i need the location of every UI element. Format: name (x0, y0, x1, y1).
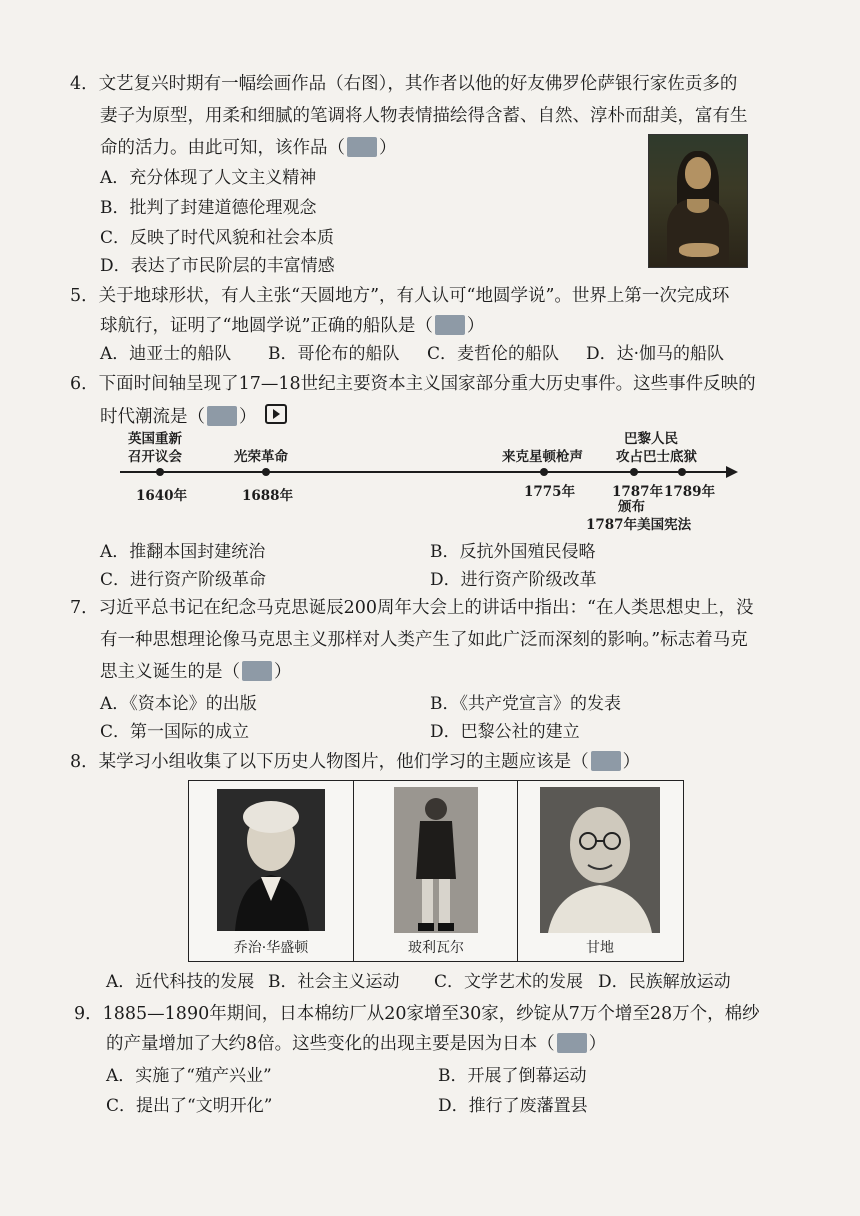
q9-option-a[interactable]: A．实施了“殖产兴业” (106, 1066, 272, 1086)
q7-option-b[interactable]: B．《共产党宣言》的发表 (430, 694, 621, 714)
q6-stem-end: 时代潮流是（ (100, 407, 205, 427)
event-1789-label1: 巴黎人民 (624, 431, 678, 447)
event-1787-year: 1787年 (612, 484, 664, 500)
q4-option-b[interactable]: B．批判了封建道德伦理观念 (100, 198, 317, 218)
q4-option-d[interactable]: D．表达了市民阶层的丰富情感 (100, 256, 335, 276)
q9-line2 (106, 1032, 606, 1056)
event-1688-year: 1688年 (242, 488, 294, 504)
q8-paren-close: ） (622, 752, 641, 772)
q9-stem-end: 的产量增加了大约8倍。这些变化的出现主要是因为日本（ (106, 1034, 555, 1054)
q7-option-c[interactable]: C．第一国际的成立 (100, 722, 250, 742)
q8-option-b[interactable]: B．社会主义运动 (268, 972, 400, 992)
portrait-cell-bolivar (353, 781, 518, 961)
q9-answer-blank[interactable] (557, 1033, 587, 1053)
q6-option-b[interactable]: B．反抗外国殖民侵略 (430, 542, 596, 562)
q6-paren-close: ） (239, 407, 257, 427)
q5-line1: 5．关于地球形状，有人主张“天圆地方”，有人认可“地圆学说”。世界上第一次完成环 (70, 286, 730, 306)
q5-answer-blank[interactable] (435, 315, 465, 335)
q9-option-c[interactable]: C．提出了“文明开化” (106, 1096, 273, 1116)
event-1688-label: 光荣革命 (234, 449, 288, 465)
q7-answer-blank[interactable] (242, 661, 272, 681)
video-play-icon[interactable] (265, 404, 287, 424)
q9-option-b[interactable]: B．开展了倒幕运动 (438, 1066, 587, 1086)
q5-stem-end: 球航行，证明了“地圆学说”正确的船队是（ (100, 316, 433, 336)
event-1775-year: 1775年 (524, 484, 576, 500)
q7-stem-end: 思主义诞生的是（ (100, 662, 240, 682)
q4-line1: 4．文艺复兴时期有一幅绘画作品（右图），其作者以他的好友佛罗伦萨银行家佐贡多的 (70, 74, 738, 94)
washington-portrait-icon (217, 789, 325, 931)
q5-option-b[interactable]: B．哥伦布的船队 (268, 344, 400, 364)
q7-paren-close: ） (274, 662, 292, 682)
portrait-cell-gandhi (517, 781, 682, 961)
q5-paren-close: ） (466, 316, 485, 336)
event-1640-year: 1640年 (136, 488, 188, 504)
event-1775-label: 来克星顿枪声 (502, 449, 583, 465)
q6-option-c[interactable]: C．进行资产阶级革命 (100, 570, 267, 590)
historical-figures-panel (188, 780, 684, 962)
q9-option-d[interactable]: D．推行了废藩置县 (438, 1096, 588, 1116)
q4-option-c[interactable]: C．反映了时代风貌和社会本质 (100, 228, 335, 248)
caption-washington: 乔治·华盛顿 (233, 940, 309, 956)
q4-stem-end: 命的活力。由此可知，该作品（ (100, 138, 345, 158)
q7-line2: 有一种思想理论像马克思主义那样对人类产生了如此广泛而深刻的影响。”标志着马克 (100, 630, 748, 650)
q5-option-d[interactable]: D．达·伽马的船队 (586, 344, 725, 364)
event-1789-label2: 攻占巴士底狱 (616, 449, 697, 465)
q8-line1 (70, 750, 640, 774)
q8-answer-blank[interactable] (591, 751, 621, 771)
q4-line3 (100, 136, 397, 160)
q7-option-a[interactable]: A．《资本论》的出版 (100, 694, 257, 714)
q6-option-a[interactable]: A．推翻本国封建统治 (100, 542, 266, 562)
event-1640-dot (156, 468, 164, 476)
event-1787-label2: 1787年美国宪法 (586, 517, 692, 533)
event-1789-dot (678, 468, 686, 476)
event-1775-dot (540, 468, 548, 476)
q8-option-c[interactable]: C．文学艺术的发展 (434, 972, 584, 992)
mona-lisa-painting-icon (648, 134, 748, 268)
q8-option-a[interactable]: A．近代科技的发展 (106, 972, 255, 992)
q4-answer-blank[interactable] (347, 137, 377, 157)
q4-option-a[interactable]: A．充分体现了人文主义精神 (100, 168, 317, 188)
q8-stem-end: 8．某学习小组收集了以下历史人物图片，他们学习的主题应该是（ (70, 752, 589, 772)
q5-option-a[interactable]: A．迪亚士的船队 (100, 344, 232, 364)
event-1640-label2: 召开议会 (128, 449, 182, 465)
q6-line1: 6．下面时间轴呈现了17—18世纪主要资本主义国家部分重大历史事件。这些事件反映的 (70, 374, 756, 394)
event-1787-label1: 颁布 (618, 499, 645, 515)
gandhi-portrait-icon (540, 787, 660, 933)
q8-option-d[interactable]: D．民族解放运动 (598, 972, 731, 992)
bolivar-portrait-icon (394, 787, 478, 933)
q9-line1: 9．1885—1890年期间，日本棉纺厂从20家增至30家，纱锭从7万个增至28万个，棉纱 (74, 1004, 760, 1024)
event-1787-dot (630, 468, 638, 476)
q5-line2 (100, 314, 484, 338)
q7-line1: 7．习近平总书记在纪念马克思诞辰200周年大会上的讲话中指出：“在人类思想史上，没 (70, 598, 754, 618)
event-1640-label1: 英国重新 (128, 431, 182, 447)
event-1789-year: 1789年 (664, 484, 716, 500)
q7-line3 (100, 660, 292, 684)
event-1688-dot (262, 468, 270, 476)
caption-bolivar: 玻利瓦尔 (408, 940, 464, 956)
q5-option-c[interactable]: C．麦哲伦的船队 (427, 344, 560, 364)
portrait-cell-washington (189, 781, 353, 961)
q6-option-d[interactable]: D．进行资产阶级改革 (430, 570, 597, 590)
q4-paren-close: ） (379, 138, 397, 158)
q9-paren-close: ） (588, 1034, 607, 1054)
caption-gandhi: 甘地 (586, 940, 614, 956)
q7-option-d[interactable]: D．巴黎公社的建立 (430, 722, 580, 742)
q4-line2: 妻子为原型，用柔和细腻的笔调将人物表情描绘得含蓄、自然、淳朴而甜美，富有生 (100, 106, 748, 126)
